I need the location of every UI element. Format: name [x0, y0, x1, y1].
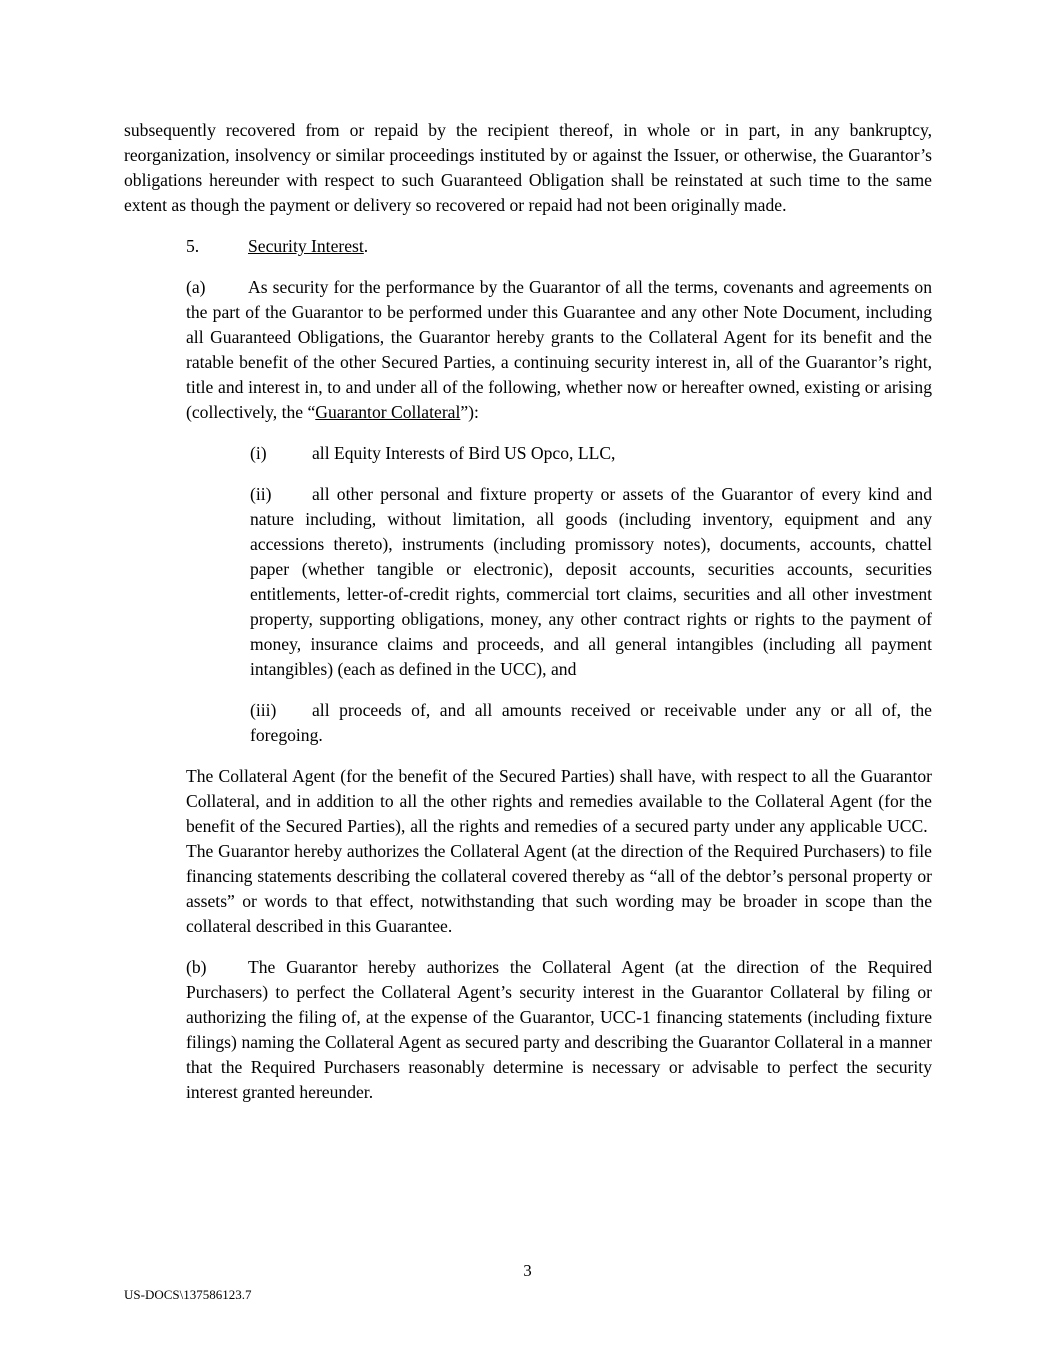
- list-item-i-label: (i): [250, 443, 267, 463]
- paragraph-a-text-end: ”):: [460, 402, 479, 422]
- section-title: Security Interest: [248, 236, 364, 256]
- list-item-iii-label: (iii): [250, 700, 277, 720]
- paragraph-a: [186, 275, 932, 425]
- list-item-i-text: all Equity Interests of Bird US Opco, LLC,: [312, 443, 616, 463]
- list-item-ii: [250, 482, 932, 682]
- list-item-iii: [250, 698, 932, 748]
- paragraph-collateral-agent: The Collateral Agent (for the benefit of the Secured Parties) shall have, with respect to all the Guarantor Collateral, and in addition to all the other rights and remedies available to the Collateral Agent (for the benefit of the Secured Parties), all the rights and remedies of a secured party under any applicable UCC. The Guarantor hereby authorizes the Collateral Agent (at the direction of the Required Purchasers) to file financing statements describing the collateral covered thereby as “all of the debtor’s personal property or assets” or words to that effect, notwithstanding that such wording may be broader in scope than the collateral described in this Guarantee.: [186, 766, 932, 936]
- paragraph-b-label: (b): [186, 957, 207, 977]
- list-item-ii-label: (ii): [250, 484, 272, 504]
- section-number: 5.: [186, 236, 200, 256]
- defined-term-guarantor-collateral: Guarantor Collateral: [315, 402, 461, 422]
- section-heading: [186, 234, 932, 259]
- list-item-iii-text: all proceeds of, and all amounts received or receivable under any or all of, the foregoing.: [250, 700, 932, 745]
- list-item-ii-text: all other personal and fixture property or assets of the Guarantor of every kind and nature including, without limitation, all goods (including inventory, equipment and any accessions thereto), instruments (including promissory notes), documents, accounts, chattel paper (whether tangible or electronic), deposit accounts, securities accounts, securities entitlements, letter-of-credit rights, commercial tort claims, securities and all other investment property, supporting obligations, money, any other contract rights or rights to the payment of money, insurance claims and proceeds, and all general intangibles (including all payment intangibles) (each as defined in the UCC), and: [250, 484, 932, 679]
- document-reference-number: US-DOCS\137586123.7: [124, 1287, 252, 1302]
- section-title-period: .: [363, 236, 369, 256]
- paragraph-a-text: As security for the performance by the Guarantor of all the terms, covenants and agreements on the part of the Guarantor to be performed under this Guarantee and any other Note Document, including all Guaranteed Obligations, the Guarantor hereby grants to the Collateral Agent for its benefit and the ratable benefit of the other Secured Parties, a continuing security interest in, all of the Guarantor’s right, title and interest in, to and under all of the following, whether now or hereafter owned, existing or arising (collectively, the “: [186, 277, 932, 422]
- paragraph-b-text: The Guarantor hereby authorizes the Collateral Agent (at the direction of the Required Purchasers) to perfect the Collateral Agent’s security interest in the Guarantor Collateral by filing or authorizing the filing of, at the expense of the Guarantor, UCC-1 financing statements (including fixture filings) naming the Collateral Agent as secured party and describing the Guarantor Collateral in a manner that the Required Purchasers reasonably determine is necessary or advisable to perfect the security interest granted hereunder.: [186, 957, 932, 1102]
- paragraph-a-label: (a): [186, 277, 206, 297]
- page-number: 3: [523, 1261, 532, 1280]
- paragraph-intro: subsequently recovered from or repaid by the recipient thereof, in whole or in part, in any bankruptcy, reorganization, insolvency or similar proceedings instituted by or against the Issuer, or otherwise, the Guarantor’s obligations hereunder with respect to such Guaranteed Obligation shall be reinstated at such time to the same extent as though the payment or delivery so recovered or repaid had not been originally made.: [124, 120, 932, 215]
- list-item-i: [250, 441, 932, 466]
- paragraph-b: [186, 955, 932, 1105]
